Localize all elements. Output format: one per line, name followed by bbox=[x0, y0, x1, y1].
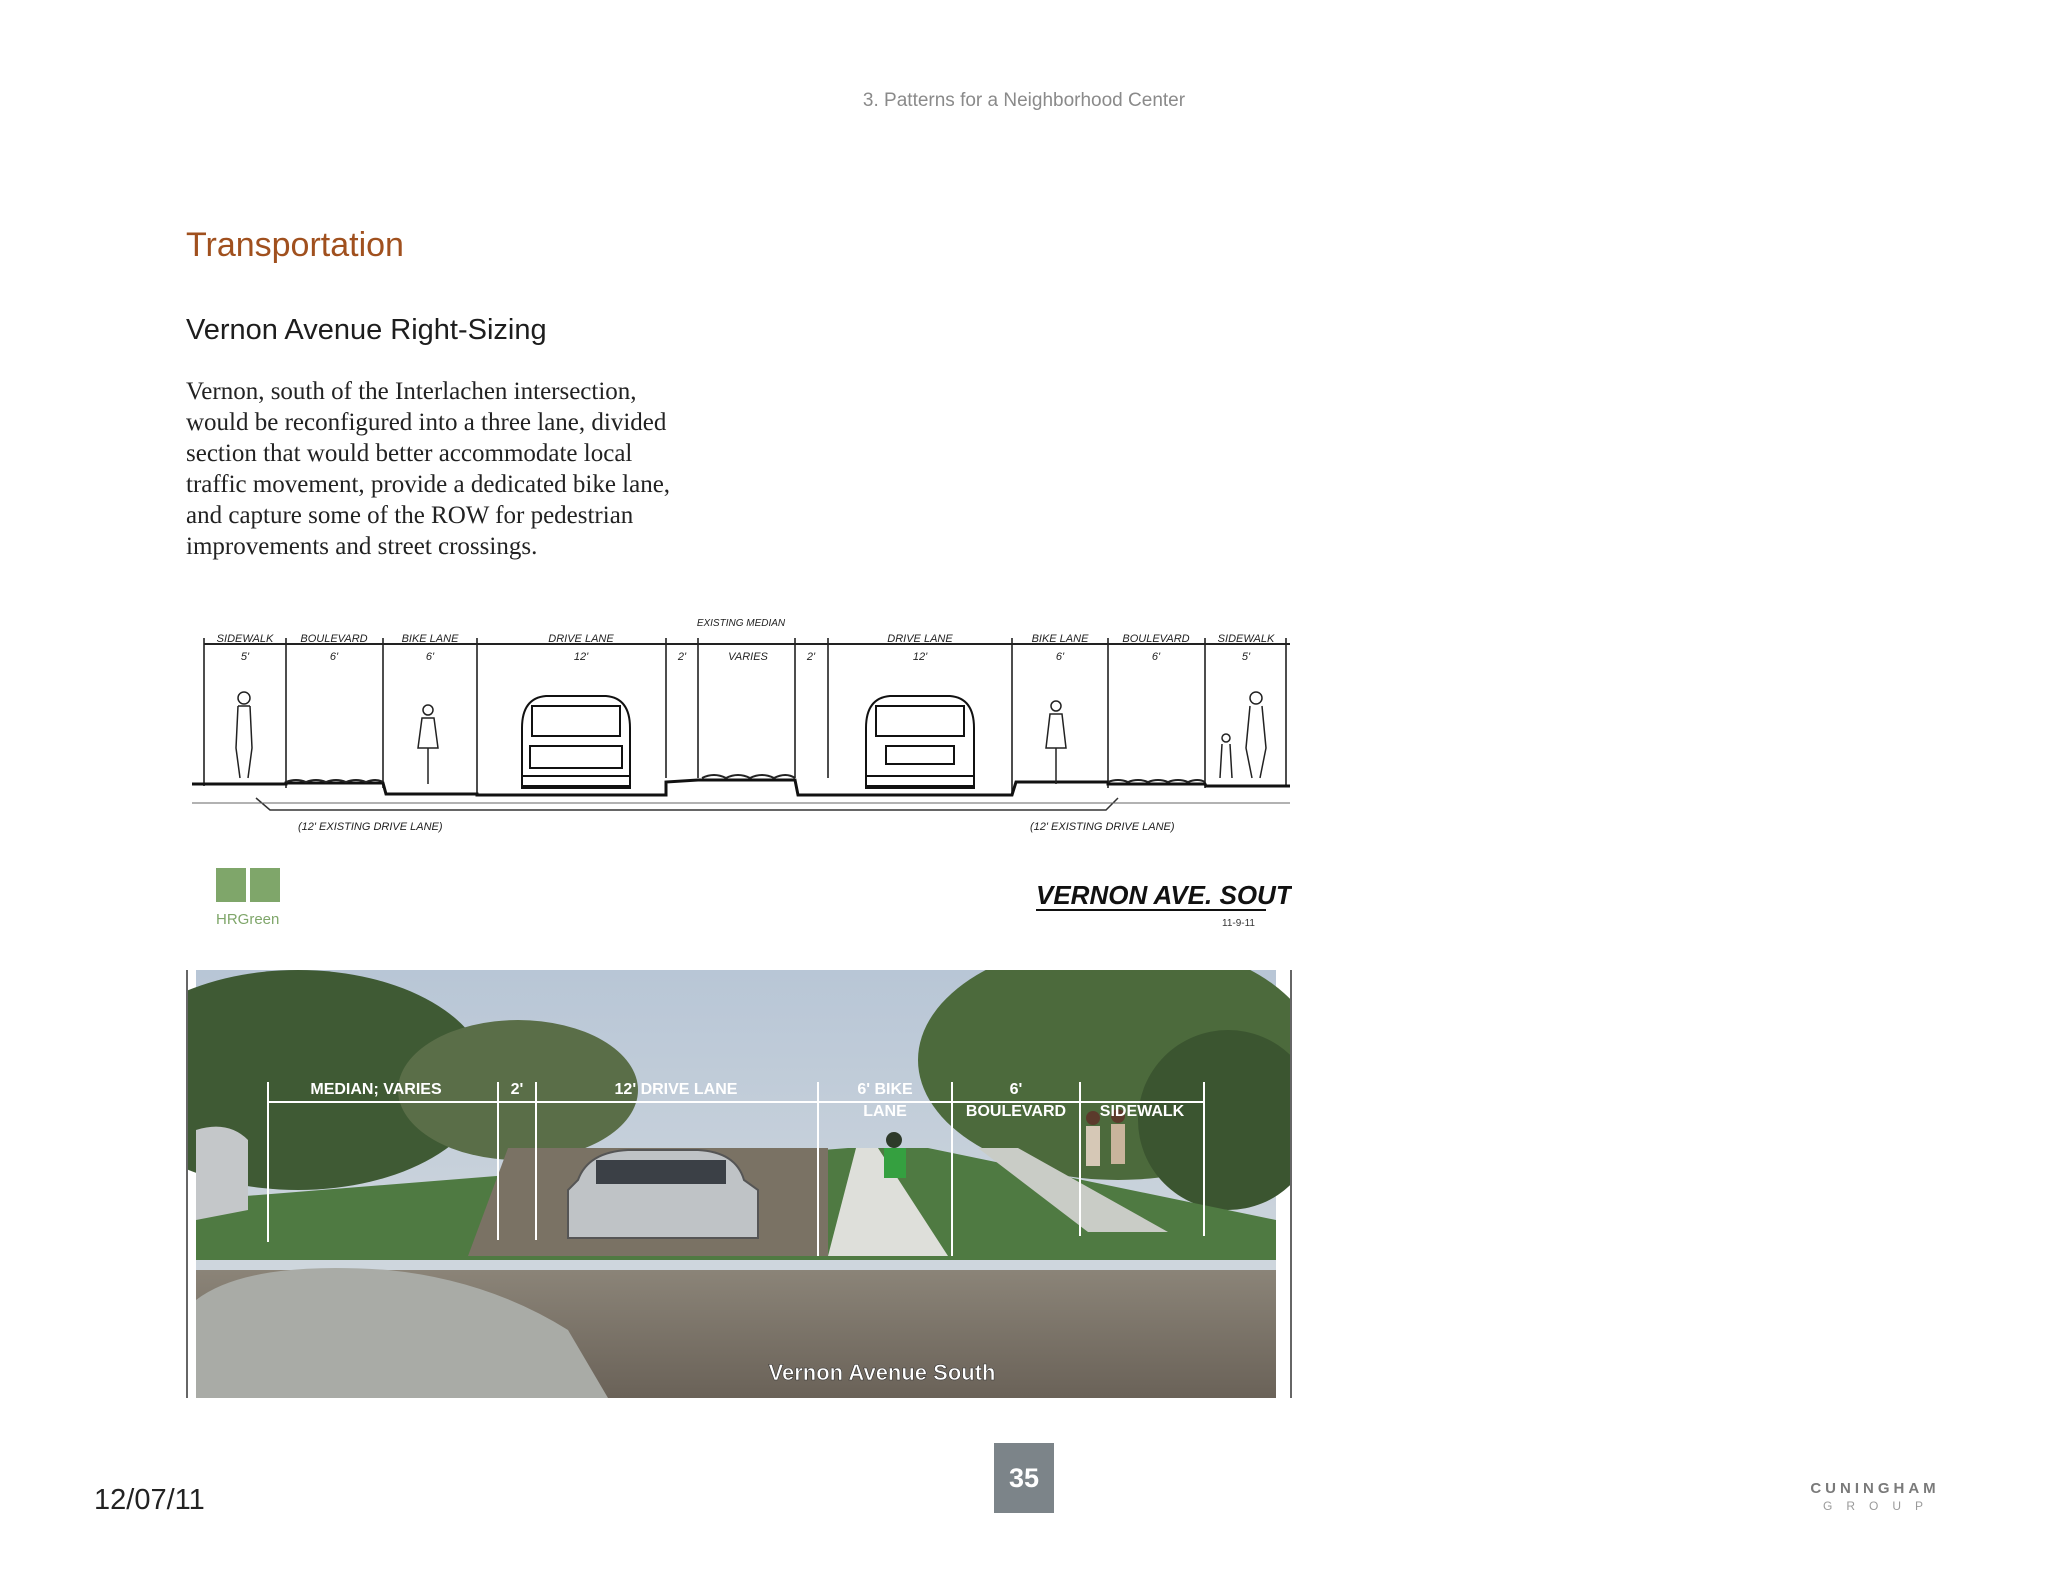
photo-label-buffer: 2' bbox=[510, 1081, 524, 1098]
photo-caption: Vernon Avenue South bbox=[768, 1360, 996, 1385]
segment-label: DRIVE LANE bbox=[548, 633, 614, 645]
street-photo-illustration bbox=[188, 970, 1290, 1398]
existing-lane-note: (12' EXISTING DRIVE LANE) bbox=[298, 821, 443, 833]
chapter-header: 3. Patterns for a Neighborhood Center bbox=[862, 90, 1186, 111]
street-section-diagram bbox=[186, 598, 1292, 938]
logo-top: CUNINGHAM bbox=[1810, 1480, 1940, 1497]
segment-label: BIKE LANE bbox=[401, 633, 459, 645]
segment-label: SIDEWALK bbox=[216, 633, 274, 645]
body-line: improvements and street crossings. bbox=[186, 533, 538, 560]
segment-label: DRIVE LANE bbox=[887, 633, 953, 645]
drawing-title: VERNON AVE. SOUTH bbox=[1036, 880, 1292, 910]
segment-label: BIKE LANE bbox=[1031, 633, 1089, 645]
footer-date: 12/07/11 bbox=[94, 1484, 205, 1516]
body-line: Vernon, south of the Interlachen intersection, bbox=[186, 378, 637, 405]
existing-lane-note: (12' EXISTING DRIVE LANE) bbox=[1030, 821, 1175, 833]
segment-width: 6' bbox=[329, 651, 339, 663]
body-line: section that would better accommodate local bbox=[186, 440, 633, 467]
photo-label-drive-lane: 12' DRIVE LANE bbox=[614, 1081, 738, 1098]
page-number: 35 bbox=[994, 1443, 1054, 1513]
cuningham-group-logo bbox=[1795, 1480, 1955, 1513]
photo-label-boulevard-width: 6' bbox=[1009, 1081, 1023, 1098]
section-title: Transportation bbox=[186, 226, 404, 264]
body-line: would be reconfigured into a three lane, divided bbox=[186, 409, 667, 436]
photo-label-boulevard: BOULEVARD bbox=[965, 1103, 1067, 1120]
street-photo bbox=[186, 970, 1292, 1398]
body-line: and capture some of the ROW for pedestrian bbox=[186, 502, 634, 529]
body-paragraph bbox=[186, 376, 706, 562]
segment-label: BOULEVARD bbox=[1122, 633, 1190, 645]
section-sketch bbox=[186, 598, 1292, 938]
segment-width: 6' bbox=[425, 651, 435, 663]
hrgreen-logo: HRGreen bbox=[216, 911, 280, 928]
subtitle: Vernon Avenue Right-Sizing bbox=[186, 314, 547, 346]
segment-label: BOULEVARD bbox=[300, 633, 368, 645]
photo-label-sidewalk: SIDEWALK bbox=[1099, 1103, 1185, 1120]
segment-label: SIDEWALK bbox=[1217, 633, 1275, 645]
photo-label-bike-lane: 6' BIKE bbox=[857, 1081, 913, 1098]
logo-bottom: GROUP bbox=[1822, 1499, 1937, 1513]
segment-width: 2' bbox=[677, 651, 687, 663]
hrgreen-logo-mark bbox=[216, 868, 246, 902]
segment-width: 5' bbox=[1241, 651, 1251, 663]
photo-label-bike-lane: LANE bbox=[863, 1103, 907, 1120]
segment-width: 12' bbox=[912, 651, 928, 663]
segment-width: VARIES bbox=[728, 651, 768, 663]
segment-width: 6' bbox=[1151, 651, 1161, 663]
segment-label: EXISTING MEDIAN bbox=[696, 618, 786, 629]
drawing-date: 11-9-11 bbox=[1222, 918, 1255, 929]
segment-width: 2' bbox=[806, 651, 816, 663]
segment-width: 5' bbox=[240, 651, 250, 663]
photo-label-median: MEDIAN; VARIES bbox=[310, 1081, 442, 1098]
segment-width: 6' bbox=[1055, 651, 1065, 663]
segment-width: 12' bbox=[573, 651, 589, 663]
body-line: traffic movement, provide a dedicated bike lane, bbox=[186, 471, 671, 498]
